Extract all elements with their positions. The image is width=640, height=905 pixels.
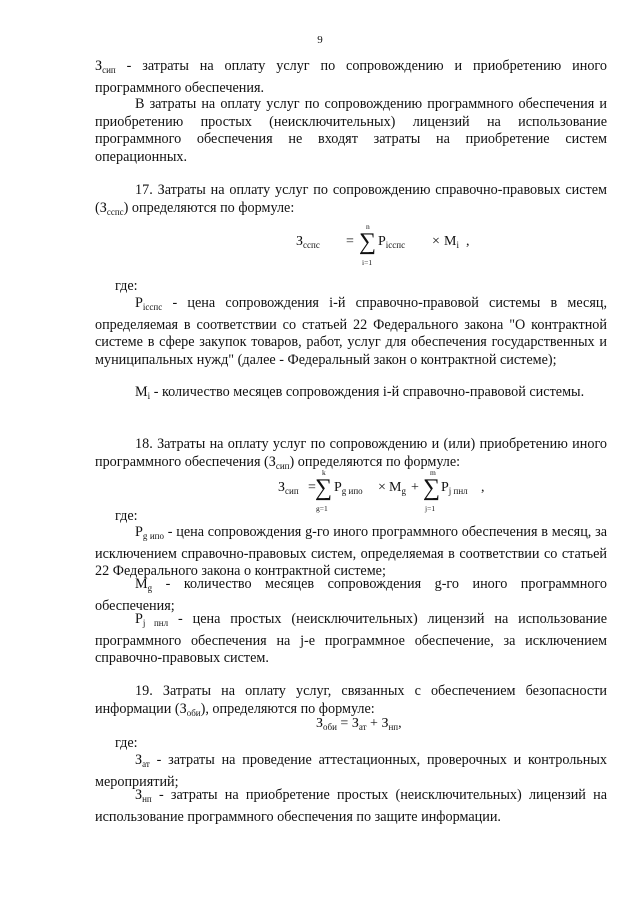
sum-symbol: ∑ xyxy=(359,229,377,255)
where-label-18: где: xyxy=(115,508,138,524)
definition-z-at: $З_{ат}$ - затраты на проведение аттестационных, проверочных и контрольных мероприятий; xyxy=(95,752,607,790)
definition-m-i: $M_i$ - количество месяцев сопровождения i-й справочно-правовой системы. xyxy=(135,384,585,401)
definition-m-g: $M_g$ - количество месяцев сопровождения g-го иного программного обеспечения; xyxy=(95,576,607,614)
formula-19: $З_{оби} = З_{ат} + З_{нп}$, xyxy=(316,716,402,732)
definition-p-isps: $P_{iсспс}$ - цена сопровождения i-й справочно-правовой системы в месяц, определяемая в соответствии со статьей 22 Федерального закона "О контрактной системе в сфере закупок товаров, работ, услуг для обеспечения государственных и муниципальных нужд" (далее - Федеральный закон о контрактной системе); xyxy=(95,295,607,368)
definition-p-j-pnl: $P_{j пнл}$ - цена простых (неисключительных) лицензий на использование программного обеспечения на j-е программное обеспечение, за исключением справочно-правовых систем. xyxy=(95,611,607,667)
paragraph-exclusion: В затраты на оплату услуг по сопровождению программного обеспечения и приобретению простых (неисключительных) лицензий на использование программного обеспечения не входят затраты на приобретение систем операционных. xyxy=(95,96,607,165)
where-label-19: где: xyxy=(115,735,138,751)
definition-z-np: $З_{нп}$ - затраты на приобретение простых (неисключительных) лицензий на использование программного обеспечения по защите информации. xyxy=(95,787,607,825)
section-17-heading: 17. Затраты на оплату услуг по сопровождению справочно-правовых систем $(З_{сспс})$ определяются по формуле: xyxy=(95,182,607,217)
sum-symbol: ∑ xyxy=(315,475,333,501)
page-number: 9 xyxy=(317,34,323,46)
definition-zsip: $З_{сип}$ - затраты на оплату услуг по сопровождению и приобретению иного программного обеспечения. xyxy=(95,58,607,96)
definition-p-g-ipo: $P_{g ипо}$ - цена сопровождения g-го иного программного обеспечения в месяц, за исключением справочно-правовых систем, определяемая в соответствии со статьей 22 Федерального закона о контрактной системе; xyxy=(95,524,607,580)
where-label-17: где: xyxy=(115,278,138,294)
section-19-heading: 19. Затраты на оплату услуг, связанных с обеспечением безопасности информации $(З_{оби})$, определяются по формуле: xyxy=(95,683,607,718)
formula-18: $З_{сип}$ = k ∑ g=1 $P_{g ипо}$ × $M_g$ + m ∑ j=1 $P_{j пнл}$ , xyxy=(278,468,485,513)
formula-17: $З_{сспс}$ = n ∑ i=1 $P_{iсспс}$ × $M_i$ , xyxy=(296,222,470,267)
sum-symbol: ∑ xyxy=(423,475,441,501)
section-18-heading: 18. Затраты на оплату услуг по сопровождению и (или) приобретению иного программного обеспечения $(З_{сип})$ определяются по формуле: xyxy=(95,436,607,471)
